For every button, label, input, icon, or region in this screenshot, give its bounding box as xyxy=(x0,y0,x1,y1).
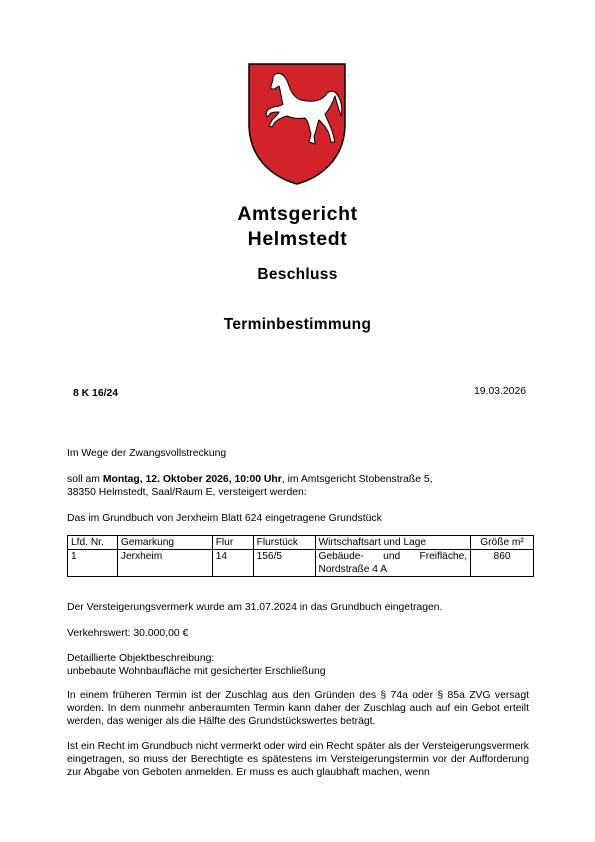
intro-text: Im Wege der Zwangsvollstreckung xyxy=(67,448,227,459)
cell-flurstueck: 156/5 xyxy=(253,550,315,577)
register-text: Das im Grundbuch von Jerxheim Blatt 624 eingetragene Grundstück xyxy=(67,513,382,524)
document-date: 19.03.2026 xyxy=(474,386,527,397)
recht-paragraph: Ist ein Recht im Grundbuch nicht vermerkt oder wird ein Recht später als der Versteigerungsvermerk eingetragen, so muss der Berechtigte es spätestens im Versteigerungstermin vor der Aufforderung zur Abgabe von Geboten anmelden. Er muss es auch glaubhaft machen, wenn xyxy=(67,741,530,779)
subject-title: Terminbestimmung xyxy=(223,316,372,333)
court-name-line2: Helmstedt xyxy=(247,228,348,250)
hearing-prefix: soll am xyxy=(67,474,103,485)
table-row xyxy=(68,550,534,577)
cell-gemarkung: Jerxheim xyxy=(117,550,212,577)
description-block xyxy=(67,652,527,678)
verkehrswert-text: Verkehrswert: 30.000,00 € xyxy=(67,628,189,639)
case-number: 8 K 16/24 xyxy=(73,388,119,399)
description-title: Detaillierte Objektbeschreibung: xyxy=(67,653,215,664)
lower-saxony-crest-icon xyxy=(247,62,347,186)
decision-title: Beschluss xyxy=(257,266,338,283)
hearing-location: , im Amtsgericht Stobenstraße 5, xyxy=(281,474,433,485)
cell-flur: 14 xyxy=(212,550,253,577)
lage-line2: Nordstraße 4 A xyxy=(318,564,388,575)
lage-line1: Gebäude- und Freifläche, xyxy=(318,551,468,562)
table-header-row xyxy=(68,536,534,550)
col-header-flur: Flur xyxy=(212,536,253,550)
hearing-paragraph xyxy=(67,473,527,499)
col-header-flurstueck: Flurstück xyxy=(253,536,315,550)
cell-wirtschaftsart xyxy=(315,550,471,577)
cell-lfd-nr: 1 xyxy=(68,550,118,577)
col-header-groesse: Größe m² xyxy=(471,536,534,550)
zuschlag-paragraph: In einem früheren Termin ist der Zuschlag aus den Gründen des § 74a oder § 85a ZVG versagt worden. In dem nunmehr anberaumten Termin kann daher der Zuschlag auch auf ein Gebot erteilt werden, das weniger als die Hälfte des Grundstückswertes beträgt. xyxy=(67,690,529,728)
hearing-address: 38350 Helmstedt, Saal/Raum E, versteigert werden: xyxy=(67,487,307,499)
court-name-line1: Amtsgericht xyxy=(237,203,358,225)
col-header-wirtschaftsart: Wirtschaftsart und Lage xyxy=(315,536,471,550)
hearing-datetime: Montag, 12. Oktober 2026, 10:00 Uhr xyxy=(102,474,282,485)
parcel-table xyxy=(67,535,534,577)
col-header-lfd-nr: Lfd. Nr. xyxy=(68,536,118,550)
description-text: unbebaute Wohnbaufläche mit gesicherter Erschließung xyxy=(67,666,326,678)
vermerk-text: Der Versteigerungsvermerk wurde am 31.07.2024 in das Grundbuch eingetragen. xyxy=(67,602,443,613)
col-header-gemarkung: Gemarkung xyxy=(117,536,212,550)
cell-groesse: 860 xyxy=(471,550,534,577)
